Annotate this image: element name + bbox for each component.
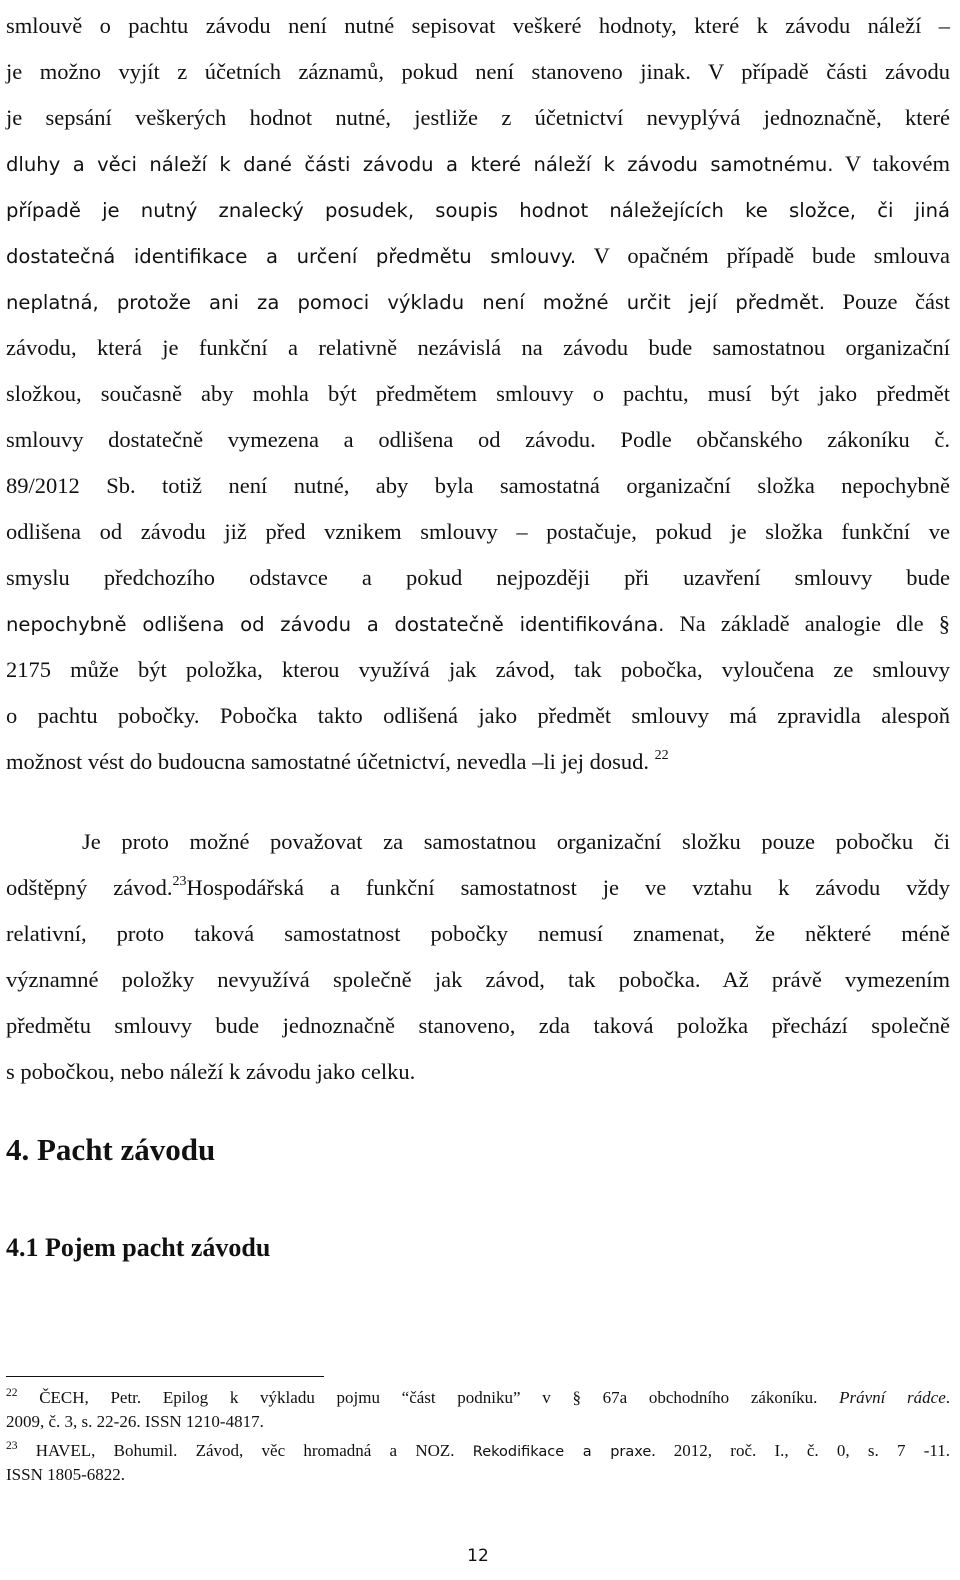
footnote-reference: 22 xyxy=(654,748,669,763)
text-run: významné položky nevyužívá společně jak závod, tak pobočka. Až právě vymezením xyxy=(6,967,950,992)
footnote-line xyxy=(6,1386,950,1410)
text-run: 89/2012 Sb. totiž není nutné, aby byla samostatná organizační složka nepochybně xyxy=(6,473,950,498)
text-line xyxy=(6,509,950,555)
text-line xyxy=(6,1003,950,1049)
text-run: Pouze část xyxy=(824,289,950,314)
text-line xyxy=(6,647,950,693)
text-line xyxy=(6,49,950,95)
text-line xyxy=(6,95,950,141)
text-run: smlouvě o pachtu závodu není nutné sepisovat veškeré hodnoty, které k závodu náleží – xyxy=(6,13,950,38)
text-run: Hospodářská a funkční samostatnost je ve vztahu k závodu vždy xyxy=(186,875,950,900)
text-line xyxy=(6,325,950,371)
text-line xyxy=(6,417,950,463)
text-run: neplatná, protože ani za pomoci výkladu není možné určit její předmět. xyxy=(6,291,825,314)
text-run: je možno vyjít z účetních záznamů, pokud není stanoveno jinak. V případě části závodu xyxy=(6,59,950,84)
text-run: je sepsání veškerých hodnot nutné, jestliže z účetnictví nevyplývá jednoznačně, které xyxy=(6,105,950,130)
journal-title: Právní rádce xyxy=(839,1388,946,1407)
text-line xyxy=(6,555,950,601)
text-line xyxy=(6,911,950,957)
text-line xyxy=(6,1049,950,1095)
text-line xyxy=(6,957,950,1003)
text-run: V opačném případě bude smlouva xyxy=(576,243,950,268)
text-line xyxy=(6,601,950,648)
text-line xyxy=(82,819,950,865)
footnote-text: . xyxy=(945,1388,950,1407)
text-run: o pachtu pobočky. xyxy=(6,703,200,728)
footnote-line xyxy=(6,1439,950,1464)
text-run: Pobočka takto odlišená jako předmět smlouvy má zpravidla alespoň xyxy=(199,703,950,728)
text-run: smlouvy dostatečně vymezena a odlišena od závodu. Podle občanského zákoníku č. xyxy=(6,427,950,452)
text-run: Na základě analogie dle § xyxy=(664,611,950,636)
footnote-text: HAVEL, Bohumil. Závod, věc hromadná a NOZ. xyxy=(17,1441,473,1460)
footnote-line xyxy=(6,1410,950,1434)
footnote-text: Rekodifikace a praxe xyxy=(472,1444,652,1460)
text-line xyxy=(6,233,950,280)
text-line xyxy=(6,739,950,785)
text-run: možnost vést do budoucna samostatné účetnictví, nevedla –li jej dosud. xyxy=(6,749,655,774)
text-run: odlišena od závodu již před vznikem smlouvy – postačuje, pokud je složka funkční ve xyxy=(6,519,950,544)
text-run: 2175 může být položka, kterou využívá jak závod, tak pobočka, vyloučena ze smlouvy xyxy=(6,657,950,682)
text-line xyxy=(6,371,950,417)
text-run: případě je nutný znalecký posudek, soupis hodnot náležejících ke složce, či jiná xyxy=(6,199,950,222)
text-line xyxy=(6,279,950,326)
text-run: V takovém xyxy=(833,151,950,176)
footnote-reference: 23 xyxy=(172,874,187,889)
text-run: předmětu smlouvy bude jednoznačně stanoveno, zda taková položka přechází společně xyxy=(6,1013,950,1038)
text-line xyxy=(6,141,950,188)
text-line xyxy=(6,3,950,49)
footnote-number: 23 xyxy=(6,1440,18,1452)
page-number: 12 xyxy=(467,1546,489,1566)
chapter-heading: 4. Pacht závodu xyxy=(6,1132,216,1167)
footnote-line xyxy=(6,1463,950,1487)
text-run: Je proto možné považovat za samostatnou organizační složku pouze pobočku či xyxy=(82,829,950,854)
text-line xyxy=(6,693,950,739)
text-line xyxy=(6,463,950,509)
text-run: dostatečná identifikace a určení předmětu smlouvy. xyxy=(6,245,577,268)
text-line xyxy=(6,865,950,911)
footnote-text: ISSN 1805-6822. xyxy=(6,1465,126,1484)
text-run: s pobočkou, nebo náleží k závodu jako celku. xyxy=(6,1059,416,1084)
footnote-text: 2009, č. 3, s. 22-26. ISSN 1210-4817. xyxy=(6,1412,264,1431)
text-run: relativní, proto taková samostatnost pobočky nemusí znamenat, že některé méně xyxy=(6,921,950,946)
text-line xyxy=(6,187,950,234)
section-heading: 4.1 Pojem pacht závodu xyxy=(6,1233,271,1262)
text-run: smyslu předchozího odstavce a pokud nejpozději při uzavření smlouvy bude xyxy=(6,565,950,590)
text-run: složkou, současně aby mohla být předmětem smlouvy o pachtu, musí být jako předmět xyxy=(6,381,950,406)
text-run: odštěpný závod. xyxy=(6,875,173,900)
text-run: závodu, která je funkční a relativně nezávislá na závodu bude samostatnou organizační xyxy=(6,335,950,360)
footnote-text: . 2012, roč. I., č. 0, s. 7 -11. xyxy=(651,1441,950,1460)
footnote-separator xyxy=(6,1376,324,1377)
text-run: nepochybně odlišena od závodu a dostatečně identifikována. xyxy=(6,613,665,636)
text-run: dluhy a věci náleží k dané části závodu a které náleží k závodu samotnému. xyxy=(6,153,834,176)
footnote-number: 22 xyxy=(6,1387,18,1399)
footnote-text: ČECH, Petr. Epilog k výkladu pojmu “část podniku” v § 67a obchodního zákoníku. xyxy=(17,1388,840,1407)
